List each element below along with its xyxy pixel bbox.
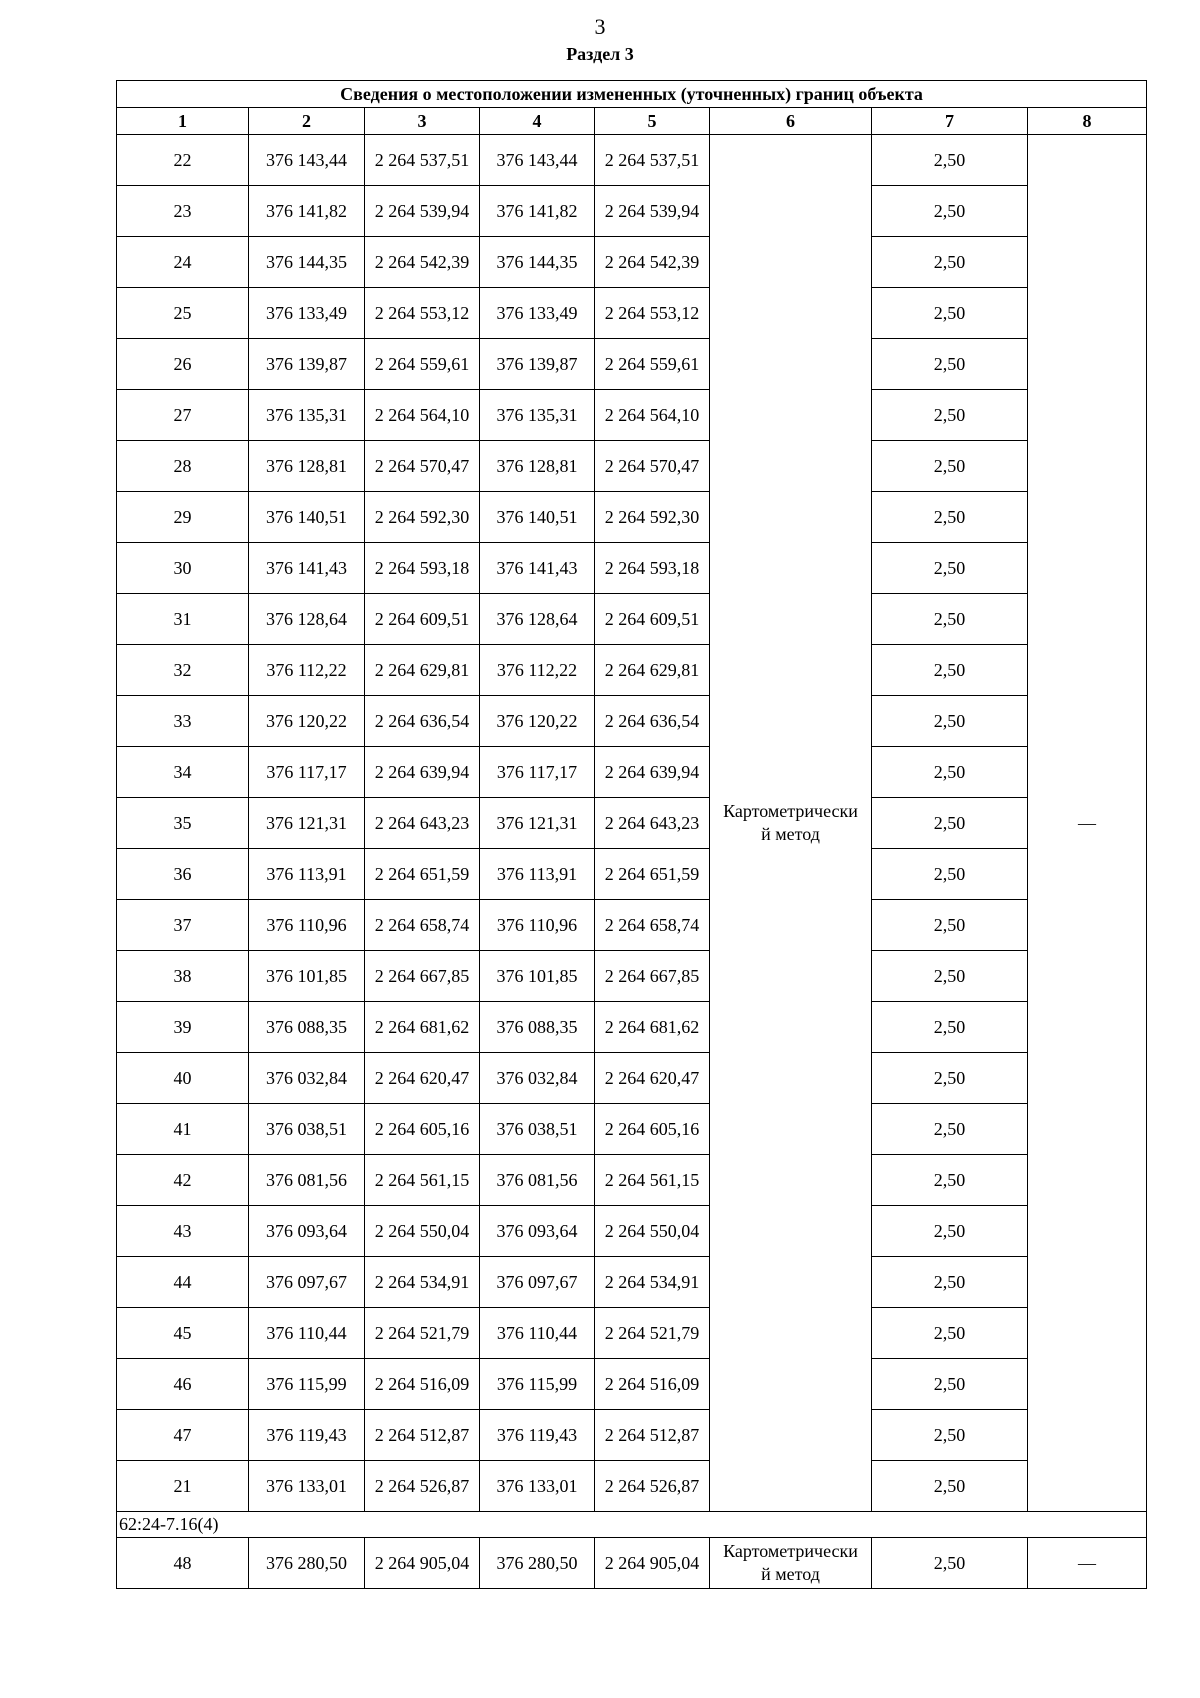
point-number-cell: 44 xyxy=(117,1257,249,1308)
coordinate-cell: 2 264 636,54 xyxy=(365,696,480,747)
point-number-cell: 25 xyxy=(117,288,249,339)
point-number-cell: 35 xyxy=(117,798,249,849)
method-text: Картометрически xyxy=(723,1540,858,1561)
table-row xyxy=(117,1002,1147,1053)
coordinate-cell: 2 264 905,04 xyxy=(365,1538,480,1589)
coordinate-cell: 376 120,22 xyxy=(249,696,365,747)
coordinate-cell: 376 081,56 xyxy=(249,1155,365,1206)
method-cell xyxy=(710,135,872,1512)
coordinate-cell: 2 264 526,87 xyxy=(365,1461,480,1512)
coordinate-cell: 2 264 570,47 xyxy=(365,441,480,492)
coordinate-cell: 2 264 667,85 xyxy=(595,951,710,1002)
accuracy-cell: 2,50 xyxy=(872,543,1028,594)
coordinate-cell: 2 264 542,39 xyxy=(365,237,480,288)
table-row xyxy=(117,747,1147,798)
table-row xyxy=(117,492,1147,543)
accuracy-cell: 2,50 xyxy=(872,849,1028,900)
coordinate-cell: 376 140,51 xyxy=(480,492,595,543)
point-number-cell: 45 xyxy=(117,1308,249,1359)
coordinate-cell: 376 128,64 xyxy=(249,594,365,645)
coordinate-cell: 2 264 620,47 xyxy=(595,1053,710,1104)
coordinate-cell: 2 264 681,62 xyxy=(365,1002,480,1053)
point-number-cell: 48 xyxy=(117,1538,249,1589)
table-row xyxy=(117,135,1147,186)
coordinate-cell: 2 264 643,23 xyxy=(365,798,480,849)
coordinate-cell: 2 264 658,74 xyxy=(595,900,710,951)
coordinate-cell: 376 133,49 xyxy=(480,288,595,339)
coordinate-cell: 376 081,56 xyxy=(480,1155,595,1206)
accuracy-cell: 2,50 xyxy=(872,798,1028,849)
accuracy-cell: 2,50 xyxy=(872,1002,1028,1053)
coordinate-cell: 376 093,64 xyxy=(249,1206,365,1257)
coordinate-cell: 376 115,99 xyxy=(249,1359,365,1410)
column-number-header: 1 xyxy=(117,108,249,135)
table-caption: Сведения о местоположении измененных (уточненных) границ объекта xyxy=(117,81,1147,108)
table-row xyxy=(117,645,1147,696)
coordinate-cell: 376 101,85 xyxy=(249,951,365,1002)
point-number-cell: 36 xyxy=(117,849,249,900)
table-row xyxy=(117,186,1147,237)
column-number-header: 3 xyxy=(365,108,480,135)
coordinate-cell: 376 088,35 xyxy=(480,1002,595,1053)
method-cell xyxy=(710,1538,872,1589)
coordinate-cell: 2 264 559,61 xyxy=(595,339,710,390)
accuracy-cell: 2,50 xyxy=(872,696,1028,747)
point-number-cell: 40 xyxy=(117,1053,249,1104)
accuracy-cell: 2,50 xyxy=(872,1104,1028,1155)
point-number-cell: 38 xyxy=(117,951,249,1002)
column-number-header: 7 xyxy=(872,108,1028,135)
coordinate-cell: 2 264 605,16 xyxy=(365,1104,480,1155)
coordinate-cell: 376 097,67 xyxy=(249,1257,365,1308)
table-row xyxy=(117,339,1147,390)
coordinate-cell: 2 264 620,47 xyxy=(365,1053,480,1104)
table-row xyxy=(117,594,1147,645)
point-number-cell: 42 xyxy=(117,1155,249,1206)
column-number-header: 8 xyxy=(1028,108,1147,135)
point-number-cell: 27 xyxy=(117,390,249,441)
coordinate-cell: 2 264 592,30 xyxy=(595,492,710,543)
method-text: й метод xyxy=(761,824,820,844)
coordinate-cell: 376 141,43 xyxy=(480,543,595,594)
table-row xyxy=(117,1538,1147,1589)
group-label-row xyxy=(117,1512,1147,1538)
accuracy-cell: 2,50 xyxy=(872,645,1028,696)
coordinate-cell: 376 110,96 xyxy=(249,900,365,951)
coordinate-cell: 2 264 629,81 xyxy=(595,645,710,696)
group-label: 62:24-7.16(4) xyxy=(117,1512,1147,1538)
description-cell: — xyxy=(1028,1538,1147,1589)
table-row xyxy=(117,1104,1147,1155)
accuracy-cell: 2,50 xyxy=(872,1461,1028,1512)
table-row xyxy=(117,1359,1147,1410)
coordinate-cell: 2 264 521,79 xyxy=(365,1308,480,1359)
coordinate-cell: 2 264 553,12 xyxy=(595,288,710,339)
coordinate-cell: 376 128,81 xyxy=(480,441,595,492)
accuracy-cell: 2,50 xyxy=(872,1257,1028,1308)
point-number-cell: 47 xyxy=(117,1410,249,1461)
coordinate-cell: 2 264 905,04 xyxy=(595,1538,710,1589)
accuracy-cell: 2,50 xyxy=(872,288,1028,339)
coordinate-cell: 2 264 629,81 xyxy=(365,645,480,696)
table-row xyxy=(117,288,1147,339)
coordinate-cell: 376 032,84 xyxy=(480,1053,595,1104)
description-cell: — xyxy=(1028,135,1147,1512)
accuracy-cell: 2,50 xyxy=(872,339,1028,390)
section-title: Раздел 3 xyxy=(566,44,634,64)
coordinate-cell: 376 141,43 xyxy=(249,543,365,594)
coordinate-cell: 376 115,99 xyxy=(480,1359,595,1410)
coordinate-cell: 2 264 537,51 xyxy=(365,135,480,186)
coordinate-cell: 2 264 658,74 xyxy=(365,900,480,951)
point-number-cell: 32 xyxy=(117,645,249,696)
table-row xyxy=(117,900,1147,951)
table-row xyxy=(117,1461,1147,1512)
point-number-cell: 34 xyxy=(117,747,249,798)
coordinate-cell: 2 264 609,51 xyxy=(365,594,480,645)
column-number-header: 2 xyxy=(249,108,365,135)
point-number-cell: 39 xyxy=(117,1002,249,1053)
accuracy-cell: 2,50 xyxy=(872,186,1028,237)
table-row xyxy=(117,237,1147,288)
accuracy-cell: 2,50 xyxy=(872,900,1028,951)
coordinate-cell: 376 133,01 xyxy=(249,1461,365,1512)
coordinate-cell: 376 128,81 xyxy=(249,441,365,492)
coordinate-cell: 376 121,31 xyxy=(480,798,595,849)
coordinate-cell: 2 264 553,12 xyxy=(365,288,480,339)
coordinate-cell: 376 139,87 xyxy=(480,339,595,390)
coordinate-cell: 2 264 512,87 xyxy=(365,1410,480,1461)
table-row xyxy=(117,1206,1147,1257)
table-row xyxy=(117,1257,1147,1308)
table-row xyxy=(117,798,1147,849)
point-number-cell: 30 xyxy=(117,543,249,594)
coordinate-cell: 376 112,22 xyxy=(249,645,365,696)
coordinate-cell: 376 038,51 xyxy=(249,1104,365,1155)
accuracy-cell: 2,50 xyxy=(872,1206,1028,1257)
coordinate-cell: 2 264 516,09 xyxy=(595,1359,710,1410)
coordinate-cell: 2 264 539,94 xyxy=(595,186,710,237)
point-number-cell: 43 xyxy=(117,1206,249,1257)
accuracy-cell: 2,50 xyxy=(872,594,1028,645)
table-row xyxy=(117,390,1147,441)
page-number: 3 xyxy=(594,14,606,39)
coordinate-cell: 2 264 512,87 xyxy=(595,1410,710,1461)
accuracy-cell: 2,50 xyxy=(872,237,1028,288)
coordinates-table xyxy=(116,80,1147,1589)
coordinate-cell: 376 140,51 xyxy=(249,492,365,543)
table-row xyxy=(117,543,1147,594)
coordinate-cell: 2 264 564,10 xyxy=(365,390,480,441)
column-number-header: 6 xyxy=(710,108,872,135)
coordinate-cell: 376 133,01 xyxy=(480,1461,595,1512)
point-number-cell: 22 xyxy=(117,135,249,186)
table-row xyxy=(117,1410,1147,1461)
point-number-cell: 46 xyxy=(117,1359,249,1410)
accuracy-cell: 2,50 xyxy=(872,747,1028,798)
coordinate-cell: 2 264 537,51 xyxy=(595,135,710,186)
accuracy-cell: 2,50 xyxy=(872,951,1028,1002)
coordinate-cell: 2 264 561,15 xyxy=(365,1155,480,1206)
coordinate-cell: 376 113,91 xyxy=(480,849,595,900)
coordinate-cell: 376 135,31 xyxy=(249,390,365,441)
coordinate-cell: 376 038,51 xyxy=(480,1104,595,1155)
point-number-cell: 24 xyxy=(117,237,249,288)
coordinate-cell: 2 264 605,16 xyxy=(595,1104,710,1155)
coordinate-cell: 376 032,84 xyxy=(249,1053,365,1104)
coordinate-cell: 376 280,50 xyxy=(480,1538,595,1589)
point-number-cell: 29 xyxy=(117,492,249,543)
coordinate-cell: 376 097,67 xyxy=(480,1257,595,1308)
coordinate-cell: 376 120,22 xyxy=(480,696,595,747)
coordinate-cell: 376 110,44 xyxy=(249,1308,365,1359)
coordinate-cell: 376 133,49 xyxy=(249,288,365,339)
coordinate-cell: 2 264 559,61 xyxy=(365,339,480,390)
coordinate-cell: 376 141,82 xyxy=(249,186,365,237)
coordinate-cell: 2 264 516,09 xyxy=(365,1359,480,1410)
coordinate-cell: 376 112,22 xyxy=(480,645,595,696)
coordinate-cell: 2 264 542,39 xyxy=(595,237,710,288)
coordinate-cell: 376 101,85 xyxy=(480,951,595,1002)
point-number-cell: 21 xyxy=(117,1461,249,1512)
coordinate-cell: 376 117,17 xyxy=(480,747,595,798)
coordinate-cell: 376 110,44 xyxy=(480,1308,595,1359)
coordinate-cell: 2 264 593,18 xyxy=(595,543,710,594)
method-text: Картометрически xyxy=(723,800,858,821)
accuracy-cell: 2,50 xyxy=(872,1308,1028,1359)
table-row xyxy=(117,441,1147,492)
coordinate-cell: 376 113,91 xyxy=(249,849,365,900)
table-row xyxy=(117,951,1147,1002)
point-number-cell: 31 xyxy=(117,594,249,645)
table-row xyxy=(117,1155,1147,1206)
table-row xyxy=(117,1053,1147,1104)
accuracy-cell: 2,50 xyxy=(872,135,1028,186)
coordinate-cell: 2 264 561,15 xyxy=(595,1155,710,1206)
coordinate-cell: 2 264 550,04 xyxy=(595,1206,710,1257)
coordinate-cell: 2 264 592,30 xyxy=(365,492,480,543)
coordinate-cell: 2 264 636,54 xyxy=(595,696,710,747)
coordinate-cell: 2 264 639,94 xyxy=(595,747,710,798)
coordinate-cell: 2 264 526,87 xyxy=(595,1461,710,1512)
coordinate-cell: 2 264 550,04 xyxy=(365,1206,480,1257)
coordinate-cell: 376 143,44 xyxy=(480,135,595,186)
coordinate-cell: 376 110,96 xyxy=(480,900,595,951)
coordinate-cell: 376 117,17 xyxy=(249,747,365,798)
coordinate-cell: 2 264 651,59 xyxy=(595,849,710,900)
point-number-cell: 23 xyxy=(117,186,249,237)
coordinate-cell: 376 093,64 xyxy=(480,1206,595,1257)
coordinate-cell: 2 264 639,94 xyxy=(365,747,480,798)
coordinate-cell: 376 119,43 xyxy=(249,1410,365,1461)
accuracy-cell: 2,50 xyxy=(872,390,1028,441)
coordinate-cell: 2 264 539,94 xyxy=(365,186,480,237)
column-number-header: 4 xyxy=(480,108,595,135)
coordinate-cell: 2 264 570,47 xyxy=(595,441,710,492)
accuracy-cell: 2,50 xyxy=(872,1410,1028,1461)
table-row xyxy=(117,1308,1147,1359)
method-text: й метод xyxy=(761,1564,820,1584)
coordinate-cell: 376 143,44 xyxy=(249,135,365,186)
coordinate-cell: 2 264 681,62 xyxy=(595,1002,710,1053)
table-row xyxy=(117,696,1147,747)
table-row xyxy=(117,849,1147,900)
coordinate-cell: 376 088,35 xyxy=(249,1002,365,1053)
coordinate-cell: 2 264 609,51 xyxy=(595,594,710,645)
coordinate-cell: 2 264 564,10 xyxy=(595,390,710,441)
coordinate-cell: 376 144,35 xyxy=(480,237,595,288)
coordinate-cell: 376 128,64 xyxy=(480,594,595,645)
accuracy-cell: 2,50 xyxy=(872,1538,1028,1589)
coordinate-cell: 376 121,31 xyxy=(249,798,365,849)
coordinate-cell: 2 264 521,79 xyxy=(595,1308,710,1359)
coordinate-cell: 376 280,50 xyxy=(249,1538,365,1589)
coordinate-cell: 376 119,43 xyxy=(480,1410,595,1461)
column-number-header: 5 xyxy=(595,108,710,135)
point-number-cell: 41 xyxy=(117,1104,249,1155)
coordinate-cell: 2 264 534,91 xyxy=(595,1257,710,1308)
coordinate-cell: 2 264 643,23 xyxy=(595,798,710,849)
coordinate-cell: 376 135,31 xyxy=(480,390,595,441)
coordinate-cell: 2 264 651,59 xyxy=(365,849,480,900)
coordinate-cell: 2 264 534,91 xyxy=(365,1257,480,1308)
coordinate-cell: 376 144,35 xyxy=(249,237,365,288)
accuracy-cell: 2,50 xyxy=(872,1053,1028,1104)
point-number-cell: 33 xyxy=(117,696,249,747)
point-number-cell: 26 xyxy=(117,339,249,390)
accuracy-cell: 2,50 xyxy=(872,1359,1028,1410)
accuracy-cell: 2,50 xyxy=(872,1155,1028,1206)
accuracy-cell: 2,50 xyxy=(872,441,1028,492)
accuracy-cell: 2,50 xyxy=(872,492,1028,543)
coordinate-cell: 376 141,82 xyxy=(480,186,595,237)
point-number-cell: 28 xyxy=(117,441,249,492)
coordinate-cell: 2 264 667,85 xyxy=(365,951,480,1002)
coordinate-cell: 2 264 593,18 xyxy=(365,543,480,594)
point-number-cell: 37 xyxy=(117,900,249,951)
coordinate-cell: 376 139,87 xyxy=(249,339,365,390)
